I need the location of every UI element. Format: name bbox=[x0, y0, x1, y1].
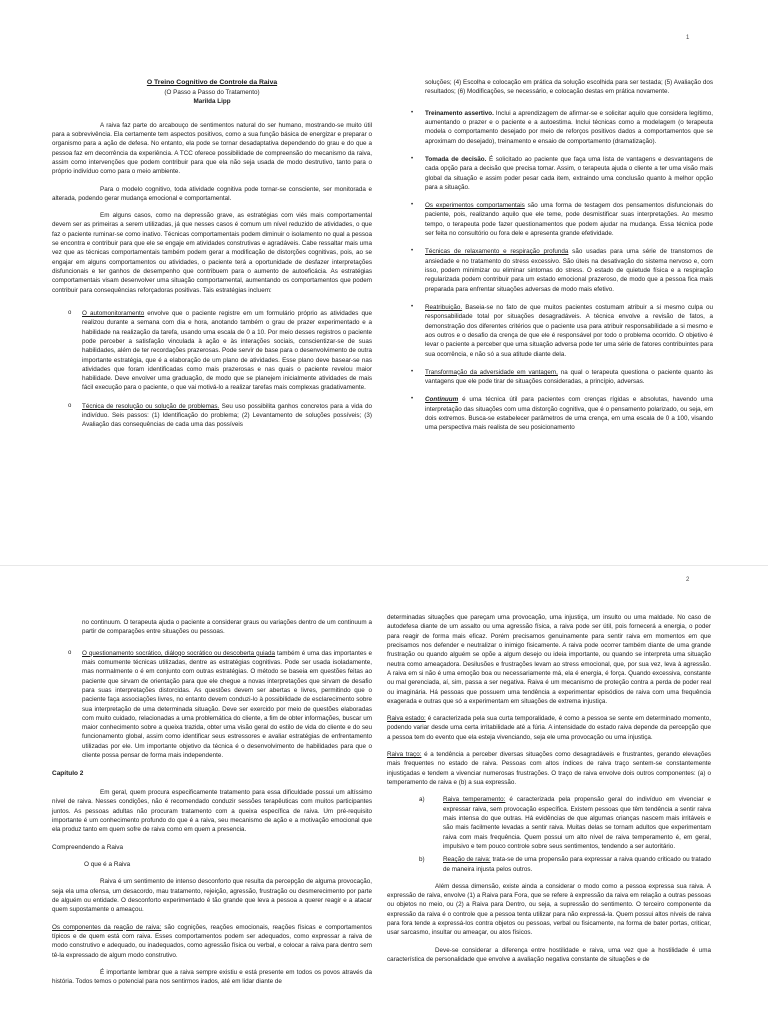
page1-right-column bbox=[395, 78, 713, 442]
item-text: é uma técnica útil para pacientes com crenças rígidas e absolutas, havendo uma interpretação das situações com uma distorção cognitiva, que é o pensamento polarizado, ou seja, em dois extremos. Busca-se estabelecer parâmetros de uma crença, em uma escala de 0 a 100, visando uma perspectiva mais realista de seu posicionamento bbox=[425, 396, 713, 432]
item-text: Baseia-se no fato de que muitos pacientes costumam atribuir a si mesmo culpa ou responsabilidade total por situações desagradáveis. A técnica envolve a revisão de fatos, a demonstração dos diferentes critérios que o paciente usa para atribuir responsabilidade a si mesmo e aos outros e o desafio da crença de que ele é responsável por todo o problema ocorrido. O objetivo é levar o paciente a perceber que uma situação adversa pode ter uma série de fatores contribuintes para sua ocorrência, e não só a sua atitude diante dela. bbox=[425, 303, 713, 358]
list-item bbox=[395, 368, 713, 387]
paragraph bbox=[52, 923, 372, 960]
list-item bbox=[387, 855, 711, 874]
component-list bbox=[387, 795, 711, 874]
paragraph: A raiva faz parte do arcabouço de sentimentos natural do ser humano, mostrando-se muito útil para a sobrevivência. Ela certamente tem aspectos positivos, como a sua função básica de energizar e preparar o organismo para a ação de defesa. No entanto, ela pode se tornar desadaptativa dependendo do grau e do que a pessoa faz em decorrência da experiência. A TCC oferece possibilidade de compreensão do mecanismo da raiva, assim como intervenções que podem contribuir para que ela não seja usada de modo destrutivo, tanto para o próprio indivíduo como para o meio ambiente. bbox=[52, 121, 372, 176]
bullet-icon: o bbox=[68, 402, 72, 409]
item-lead: Tomada de decisão. bbox=[425, 155, 487, 163]
paragraph: no continuum. O terapeuta ajuda o paciente a considerar graus ou variações dentro de um continuum a partir de comparações entre situações ou pessoas. bbox=[82, 619, 372, 636]
page2-right-column bbox=[387, 613, 711, 972]
paragraph: Em alguns casos, como na depressão grave, as estratégias com viés mais comportamental devem ser as primeiras a serem utilizadas, já que nesses casos é comum um nível reduzido de atividades, o que faz o paciente ruminar-se como inativo. Técnicas comportamentais podem diminuir o isolamento no qual a pessoa se encontra e contribuir para que ele se engaje em atividades construtivas e agradáveis. Cabe ressaltar mais uma vez que as técnicas comportamentais também podem gerar a modificação de distorções cognitivas, pois, ao se engajar em alguns comportamentos ou atividades, o paciente terá a oportunidade de desfazer interpretações disfuncionais e ter ganhos de desempenho que contribuem para o aumento de autoeficácia. As estratégias comportamentais visam desenvolver uma situação comportamental, aumentando os comportamentos que podem contribuir para consequências reforçadoras positivas. Tais estratégias incluem: bbox=[52, 212, 372, 294]
item-text: trata-se de uma propensão para expressar a raiva quando criticado ou tratado de maneira injusta pelos outros. bbox=[443, 856, 711, 873]
bullet-icon: o bbox=[68, 649, 72, 656]
paragraph: soluções; (4) Escolha e colocação em prática da solução escolhida para ser testada; (5) Avaliação dos resultados; (6) Modificações, se necessário, e colocação destas em prática novamente. bbox=[425, 79, 713, 96]
list-item bbox=[52, 402, 372, 430]
bullet-icon: • bbox=[411, 303, 414, 310]
item-lead: Raiva temperamento: bbox=[443, 796, 506, 804]
item-text: é caracterizada pela propensão geral do indivíduo em vivenciar e expressar raiva, sem provocação específica. Existem pessoas que têm tendência a sentir raiva mais intensa do que outras. Há evidências de que algumas crianças nascem mais irritáveis e são mais facilmente levadas a sentir raiva. Muitas delas se tornam adultos que experimentam raiva com mais frequência. Quem possui um alto nível de raiva temperamento é, em geral, impulsivo e tem pouco controle sobre seus sentimentos, tendendo a ser autoritário. bbox=[443, 796, 711, 850]
strategy-list bbox=[52, 649, 372, 761]
item-lead: Reação de raiva: bbox=[443, 856, 491, 864]
item-marker: b) bbox=[419, 856, 425, 864]
item-lead: Treinamento assertivo. bbox=[425, 109, 494, 117]
chapter-heading: Capítulo 2 bbox=[52, 770, 84, 778]
item-text: envolve que o paciente registre em um formulário próprio as atividades que realizou durante a semana com dia e hora, anotando também o grau de prazer experimentado e a habilidade na realização da tarefa, usando uma escala de 0 a 10. Por meio desses registros o paciente pode perceber a satisfação vinculada à ação e às interações sociais, conscientizar-se de suas habilidades, além de ter recordações prazerosas. Pode servir de base para o desenvolvimento de outra importante estratégia, que é a elaboração de um plano de atividades. Esse plano deve basear-se nas atividades que foram identificadas como mais prazerosas e nas quais o paciente revelou maior habilidade. Deve envolver uma graduação, de modo que se planejem inicialmente atividades de mais fácil execução para o paciente, o que vai motivá-lo a realizar tarefas mais complexas gradativamente. bbox=[82, 309, 372, 392]
item-lead: Técnicas de relaxamento e respiração profunda bbox=[425, 248, 569, 256]
paragraph: Deve-se considerar a diferença entre hostilidade e raiva, uma vez que a hostilidade é uma característica de personalidade que envolve a avaliação negativa constante de situações e de bbox=[387, 946, 711, 963]
paragraph-text: é a tendência a perceber diversas situações como desagradáveis e frustrantes, gerando elevações mais frequentes no estado de raiva. Pessoas com altos índices de raiva traço sentem-se constantemente injustiçadas e tendem a vivenciar numerosas frustrações. O traço de raiva envolve dois outros componentes: (a) o temperamento de raiva e (b) a sua expressão. bbox=[387, 751, 711, 786]
item-text: são usadas para uma série de transtornos de ansiedade e no tratamento do stress excessivo. São úteis na desativação do sistema nervoso e, com isso, podem minimizar ou eliminar sintomas do stress. O estado de quietude física e a respiração regularizada podem contribuir para um estado emocional prazeroso, de modo que a pessoa fica mais preparada para enfrentar situações adversas de modo mais efetivo. bbox=[425, 248, 713, 293]
paragraph: Raiva é um sentimento de intenso desconforto que resulta da percepção de alguma provocação, seja ela uma ofensa, um desacordo, mau tratamento, rejeição, agressão, frustração ou desmerecimento por parte de alguém ou entidade. O desconforto experimentado é tão grande que leva a pessoa a querer reagir e a atacar quem supostamente o ameaçou. bbox=[52, 878, 372, 914]
item-lead: O questionamento socrático, diálogo socrático ou descoberta guiada bbox=[82, 649, 276, 657]
item-text: Inclui a aprendizagem de afirmar-se e solicitar aquilo que considera legítimo, aumentando o prazer e o paciente e a autoestima. Inclui técnicas como a modelagem (o terapeuta modela o comportamento desejado por meio de reforços positivos dados a comportamentos que se aproximam do desejado), treinamento e ensaio de comportamento (dramatização). bbox=[425, 109, 713, 145]
document-title: O Treino Cognitivo de Controle da Raiva bbox=[146, 79, 278, 86]
item-lead: Técnica de resolução ou solução de problemas. bbox=[82, 402, 220, 410]
paragraph-lead: Raiva estado: bbox=[387, 715, 426, 723]
strategy-list bbox=[52, 309, 372, 430]
list-item bbox=[387, 795, 711, 851]
page-number: 1 bbox=[686, 35, 690, 41]
bullet-icon: • bbox=[411, 248, 414, 255]
list-item bbox=[395, 201, 713, 238]
item-lead: Continuum bbox=[425, 396, 459, 404]
subsection-heading: O que é a Raiva bbox=[84, 861, 131, 869]
item-lead: Transformação da adversidade em vantagem, bbox=[425, 368, 558, 376]
paragraph-text: são cognições, reações emocionais, reações físicas e comportamentos típicos e de quem está com raiva. Esses comportamentos podem ser adequados, como expressar a raiva de modo construtivo e adequado, ou inadequados, como agressão física ou verbal, e colocar a raiva para dentro sem tê-la expressado de algum modo construtivo. bbox=[52, 923, 373, 959]
item-lead: Os experimentos comportamentais bbox=[425, 202, 525, 210]
item-text: são uma forma de testagem dos pensamentos disfuncionais do paciente, pois, realizando aquilo que ele teme, pode desmistificar suas interpretações. Ao mesmo tempo, o terapeuta pode fazer questionamentos que podem ajudar na mudança. Essa técnica pode ser feita no consultório ou fora dele e apresenta grande efetividade. bbox=[425, 202, 713, 238]
page-2 bbox=[0, 566, 768, 1024]
list-item bbox=[395, 247, 713, 294]
page-number: 2 bbox=[686, 577, 690, 583]
item-text: na qual o terapeuta questiona o paciente quanto às vantagens que ele pode tirar de situações consideradas, a princípio, adversas. bbox=[425, 368, 713, 386]
bullet-icon: • bbox=[411, 202, 414, 209]
item-text: É solicitado ao paciente que faça uma lista de vantagens e desvantagens de cada opção para a decisão que precisa tomar. Assim, o terapeuta ajuda o cliente a ter uma visão mais global da situação e assim poder pesar cada item, extraindo uma conclusão quanto à melhor opção para a situação. bbox=[425, 155, 713, 191]
item-lead: O automonitoramento bbox=[82, 309, 145, 317]
paragraph-text: é caracterizada pela sua curta temporalidade, é como a pessoa se sente em determinado momento, podendo variar desde uma certa irritabilidade até a fúria. A intensidade do estado raiva depende da percepção que a pessoa tem do evento que ela esteja vivenciando, seja ele uma provocação ou uma injustiça. bbox=[387, 715, 711, 741]
author: Marilda Lipp bbox=[193, 98, 231, 106]
page2-left-column bbox=[52, 618, 372, 995]
paragraph bbox=[387, 714, 711, 742]
list-item bbox=[52, 649, 372, 761]
paragraph: Além dessa dimensão, existe ainda a considerar o modo como a pessoa expressa sua raiva. A expressão de raiva, envolve (1) a Raiva para Fora, que se refere à expressão da raiva em relação a outras pessoas ou objetos no meio, ou (2) a Raiva para Dentro, ou seja, a supressão do sentimento. O terceiro componente da expressão da raiva é o controle que a pessoa tenta utilizar para não expressá-la. Quem possui altos níveis de raiva para fora tende a expressá-los contra objetos ou pessoas, verbal ou fisicamente, na forma de bater portas, criticar, usar sarcasmo, insultar ou ameaçar, ou atos físicos. bbox=[387, 882, 711, 937]
bullet-icon: • bbox=[411, 109, 414, 116]
paragraph: Para o modelo cognitivo, toda atividade cognitiva pode tornar-se consciente, ser monitorada e alterada, podendo gerar mudança emocional e comportamental. bbox=[52, 185, 372, 202]
paragraph: Em geral, quem procura especificamente tratamento para essa dificuldade possui um altíssimo nível de raiva. Nesses condições, não é recomendado conduzir sessões terapêuticas com muitos participantes juntos. As pessoas adultas não procuram tratamento com a queixa específica de raiva. Um pré-requisito importante é um conhecimento profundo do que é a raiva, seu mecanismo de ação e a motivação emocional que ela produz tanto em quem sofre de raiva como em quem a presencia. bbox=[52, 788, 372, 834]
list-item bbox=[52, 309, 372, 393]
page1-left-column bbox=[52, 78, 372, 439]
bullet-icon: o bbox=[68, 309, 72, 316]
section-heading: Compreendendo a Raiva bbox=[52, 843, 124, 851]
strategy-list bbox=[395, 109, 713, 433]
bullet-icon: • bbox=[411, 396, 414, 403]
paragraph: determinadas situações que pareçam uma provocação, uma injustiça, um insulto ou uma maldade. No caso de autodefesa diante de um assalto ou uma agressão física, a raiva pode ser útil, pois fornecerá a energia, o poder para reagir de forma mais eficaz. Porém precisamos genuinamente para sentir raiva em momentos em que precisamos nos defender e neutralizar o inimigo fisicamente. A raiva pode ocorrer também diante de uma grande frustração ou quando alguém se opõe a algum desejo ou ideia importante, ou quando se interpreta uma situação neutra como ameaçadora. Desilusões e frustrações levam ao stress emocional, que, por sua vez, leva à agressão. A raiva em si não é uma emoção boa ou necessariamente má, ela é energia, é força. Quando excessiva, constante ou mal gerenciada, aí, sim, passa a ser negativa. Raiva é um mecanismo de proteção contra a perda de poder real ou imaginária. Há pessoas que possuem uma tendência a experimentar episódios de raiva com uma frequência exagerada e outras que só a experimentam em situações de extrema injustiça. bbox=[387, 614, 711, 705]
item-lead: Reatribuição. bbox=[425, 303, 463, 311]
paragraph: É importante lembrar que a raiva sempre existiu e está presente em todos os povos através da história. Todos temos o potencial para nos sentirmos irados, até em lidar diante de bbox=[52, 968, 372, 986]
list-item bbox=[395, 155, 713, 192]
bullet-icon: • bbox=[411, 368, 414, 375]
item-text: também é uma das importantes e mais comumente técnicas utilizadas, dentre as estratégias cognitivas. Pode ser usada isoladamente, mas normalmente o é em conjunto com outras estratégias. O método se baseia em questões feitas ao paciente que sirvam de orientação para que ele chegue a novas interpretações que sirvam de desafio para suas interpretações distorcidas. As questões devem ser abertas e livres, permitindo que o paciente faça associações livres, no entanto devem conduzi-lo à possibilidade de esclarecimento sobre sua interpretação de uma determinada situação. Deve ser exercido por meio de questões elaboradas com muito cuidado, relacionadas a uma problemática do cliente, a fim de obter informações, buscar um maior conhecimento sobre a queixa trazida, obter uma visão geral do estilo de vida do cliente e do seu funcionamento global, assim como identificar seus estressores e avaliar estratégias de enfrentamento utilizadas por ele. Um importante objetivo da técnica é o desenvolvimento de habilidades para que o cliente possa pensar de forma mais independente. bbox=[82, 649, 372, 760]
paragraph-lead: Os componentes da reação de raiva: bbox=[52, 923, 162, 931]
paragraph bbox=[387, 750, 711, 787]
paragraph-lead: Raiva traço: bbox=[387, 751, 422, 759]
list-item bbox=[395, 109, 713, 146]
document-subtitle: (O Passo a Passo do Tratamento) bbox=[164, 89, 260, 97]
list-item bbox=[395, 395, 713, 432]
item-text: Seu uso possibilita ganhos concretos para a vida do indivíduo. Seis passos: (1) Identificação do problema; (2) Levantamento de soluções possíveis; (3) Avaliação das consequências de cada uma das possíveis bbox=[82, 402, 372, 429]
list-item bbox=[395, 303, 713, 359]
item-marker: a) bbox=[419, 796, 425, 804]
bullet-icon: • bbox=[411, 155, 414, 162]
